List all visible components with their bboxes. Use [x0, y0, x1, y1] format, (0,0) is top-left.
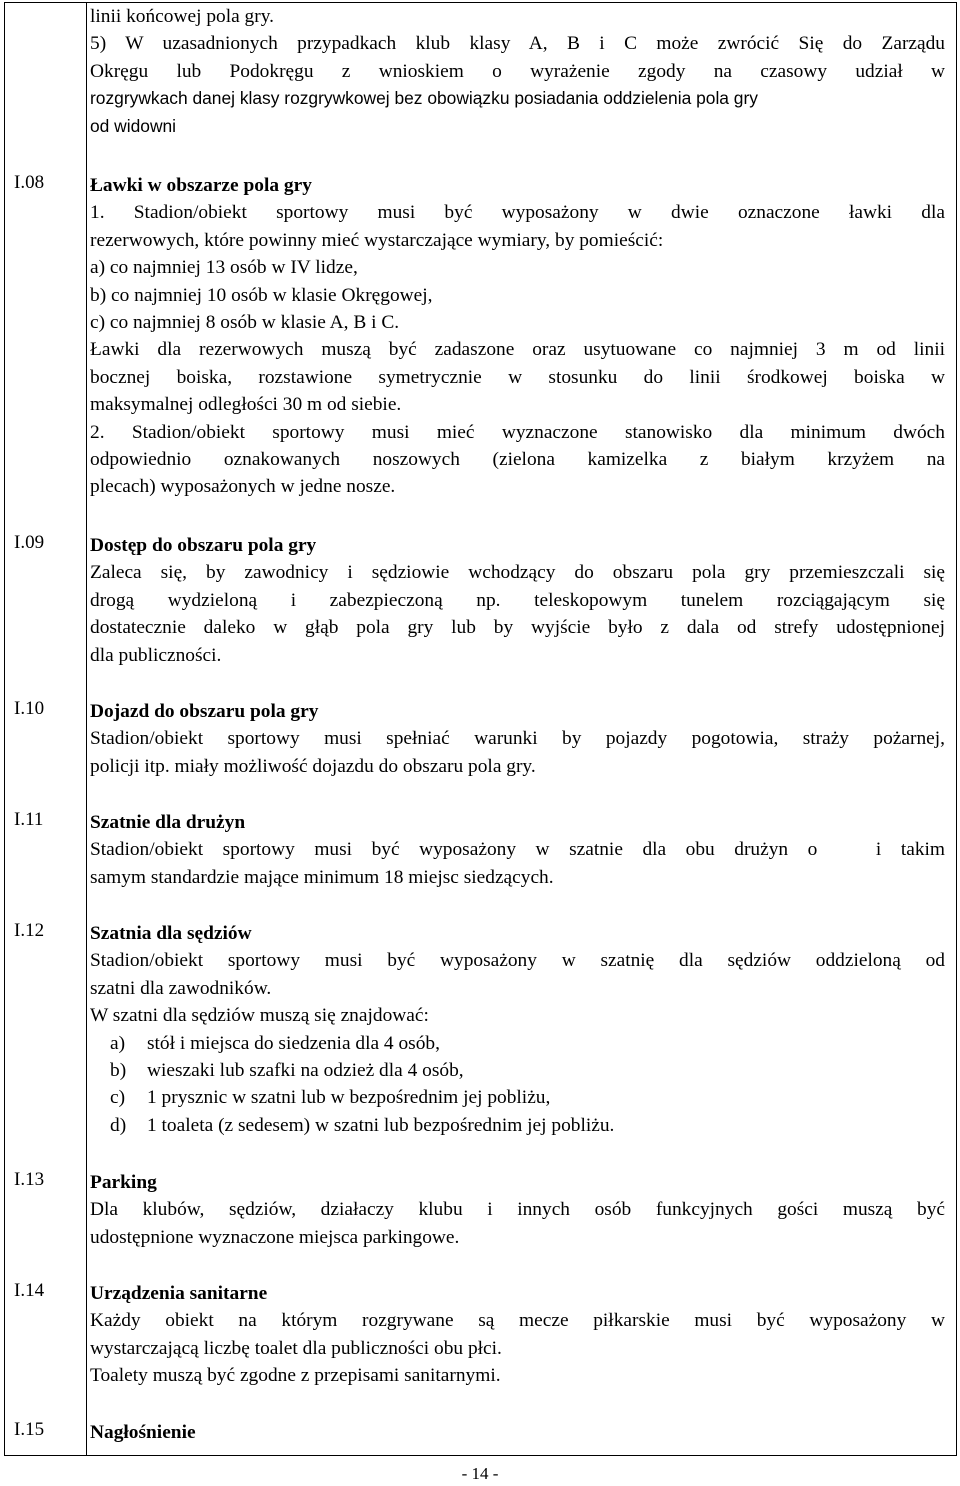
text-line: rezerwowych, które powinny mieć wystarczające wymiary, by pomieścić: [90, 229, 664, 251]
text-line: wystarczającą liczbę toalet dla publiczności obu płci. [90, 1337, 502, 1359]
list-text: stół i miejsca do siedzenia dla 4 osób, [147, 1032, 440, 1054]
section-title: Szatnie dla drużyn [90, 812, 246, 833]
list-marker: a) [110, 1032, 126, 1054]
section-number: I.10 [14, 698, 45, 719]
text-line: Ławki dla rezerwowych muszą być zadaszone oraz usytuowane co najmniej 3 m od linii [90, 339, 945, 361]
text-line: Toalety muszą być zgodne z przepisami sanitarnymi. [90, 1365, 501, 1387]
continuation-block [90, 3, 945, 140]
section-referee-room [90, 920, 945, 1139]
section-sound-system [90, 1419, 945, 1446]
section-vehicle-access [90, 698, 945, 780]
text-line: c) co najmniej 8 osób w klasie A, B i C. [90, 312, 400, 334]
text-line: policji itp. miały możliwość dojazdu do obszaru pola gry. [90, 755, 536, 777]
section-parking [90, 1169, 945, 1251]
text-line: 1. Stadion/obiekt sportowy musi być wyposażony w dwie oznaczone ławki dla [90, 202, 945, 224]
section-access [90, 532, 945, 669]
section-number: I.08 [14, 172, 45, 193]
section-title: Dojazd do obszaru pola gry [90, 701, 319, 722]
list-item [90, 1084, 945, 1111]
text-line: Stadion/obiekt sportowy musi spełniać warunki by pojazdy pogotowia, straży pożarnej, [90, 728, 945, 750]
list-text: wieszaki lub szafki na odzież dla 4 osób, [147, 1060, 464, 1082]
text-line: plecach) wyposażonych w jedne nosze. [90, 476, 396, 498]
list-marker: d) [110, 1114, 127, 1136]
section-title: Nagłośnienie [90, 1422, 196, 1443]
section-title: Urządzenia sanitarne [90, 1283, 268, 1304]
section-number: I.11 [14, 809, 44, 830]
page-number: - 14 - [461, 1464, 499, 1483]
list-text: 1 toaleta (z sedesem) w szatni lub bezpośrednim jej pobliżu. [147, 1114, 615, 1136]
section-team-dressing-rooms [90, 809, 945, 891]
section-title: Ławki w obszarze pola gry [90, 175, 312, 196]
text-line: Stadion/obiekt sportowy musi być wyposażony w szatnię dla sędziów oddzieloną od [90, 950, 945, 972]
text-line: 5) W uzasadnionych przypadkach klub klasy A, B i C może zwrócić Się do Zarządu [90, 33, 945, 55]
text-line: od widowni [90, 115, 177, 136]
text-line: szatni dla zawodników. [90, 977, 272, 999]
list-text: 1 prysznic w szatni lub w bezpośrednim jej pobliżu, [147, 1087, 551, 1109]
text-line: dla publiczności. [90, 644, 222, 666]
text-line: 2. Stadion/obiekt sportowy musi mieć wyznaczone stanowisko dla minimum dwóch [90, 421, 945, 443]
text-line: b) co najmniej 10 osób w klasie Okręgowej, [90, 284, 433, 306]
text-line: dostatecznie daleko w głąb pola gry lub by wyjście było z dala od strefy udostępnionej [90, 617, 945, 639]
text-line: Okręgu lub Podokręgu z wnioskiem o wyrażenie zgody na czasowy udział w [90, 60, 945, 82]
list-marker: b) [110, 1060, 127, 1082]
section-number: I.14 [14, 1280, 45, 1301]
section-title: Parking [90, 1172, 157, 1193]
section-title: Dostęp do obszaru pola gry [90, 535, 317, 556]
text-line: Stadion/obiekt sportowy musi być wyposażony w szatnie dla obu drużyn o i takim [90, 839, 945, 861]
text-line: Zaleca się, by zawodnicy i sędziowie wchodzący do obszaru pola gry przemieszczali się [90, 562, 945, 584]
list-marker: c) [110, 1087, 126, 1109]
text-line: udostępnione wyznaczone miejsca parkingowe. [90, 1226, 460, 1248]
text-line: samym standardzie mające minimum 18 miejsc siedzących. [90, 866, 554, 888]
text-line: drogą wydzieloną i zabezpieczoną np. teleskopowym tunelem rozciągającym się [90, 589, 945, 611]
section-sanitary [90, 1280, 945, 1390]
text-line: a) co najmniej 13 osób w IV lidze, [90, 257, 358, 279]
text-line: Każdy obiekt na którym rozgrywane są mecze piłkarskie musi być wyposażony w [90, 1310, 945, 1332]
section-title: Szatnia dla sędziów [90, 923, 252, 944]
text-line: linii końcowej pola gry. [90, 6, 274, 27]
text-line: bocznej boiska, rozstawione symetrycznie w stosunku do linii środkowej boiska w [90, 366, 945, 388]
text-line: maksymalnej odległości 30 m od siebie. [90, 394, 402, 416]
section-benches [90, 172, 945, 501]
text-line: Dla klubów, sędziów, działaczy klubu i innych osób funkcyjnych gości muszą być [90, 1199, 945, 1221]
section-number: I.15 [14, 1419, 45, 1440]
column-divider [86, 3, 87, 1455]
section-number: I.09 [14, 532, 45, 553]
list-item [90, 1112, 945, 1139]
text-line: odpowiednio oznakowanych noszowych (zielona kamizelka z białym krzyżem na [90, 449, 945, 471]
text-line: rozgrywkach danej klasy rozgrywkowej bez obowiązku posiadania oddzielenia pola gry [90, 88, 758, 109]
list-item [90, 1030, 945, 1057]
section-number: I.12 [14, 920, 45, 941]
text-line: W szatni dla sędziów muszą się znajdować: [90, 1005, 429, 1027]
list-item [90, 1057, 945, 1084]
section-number: I.13 [14, 1169, 45, 1190]
